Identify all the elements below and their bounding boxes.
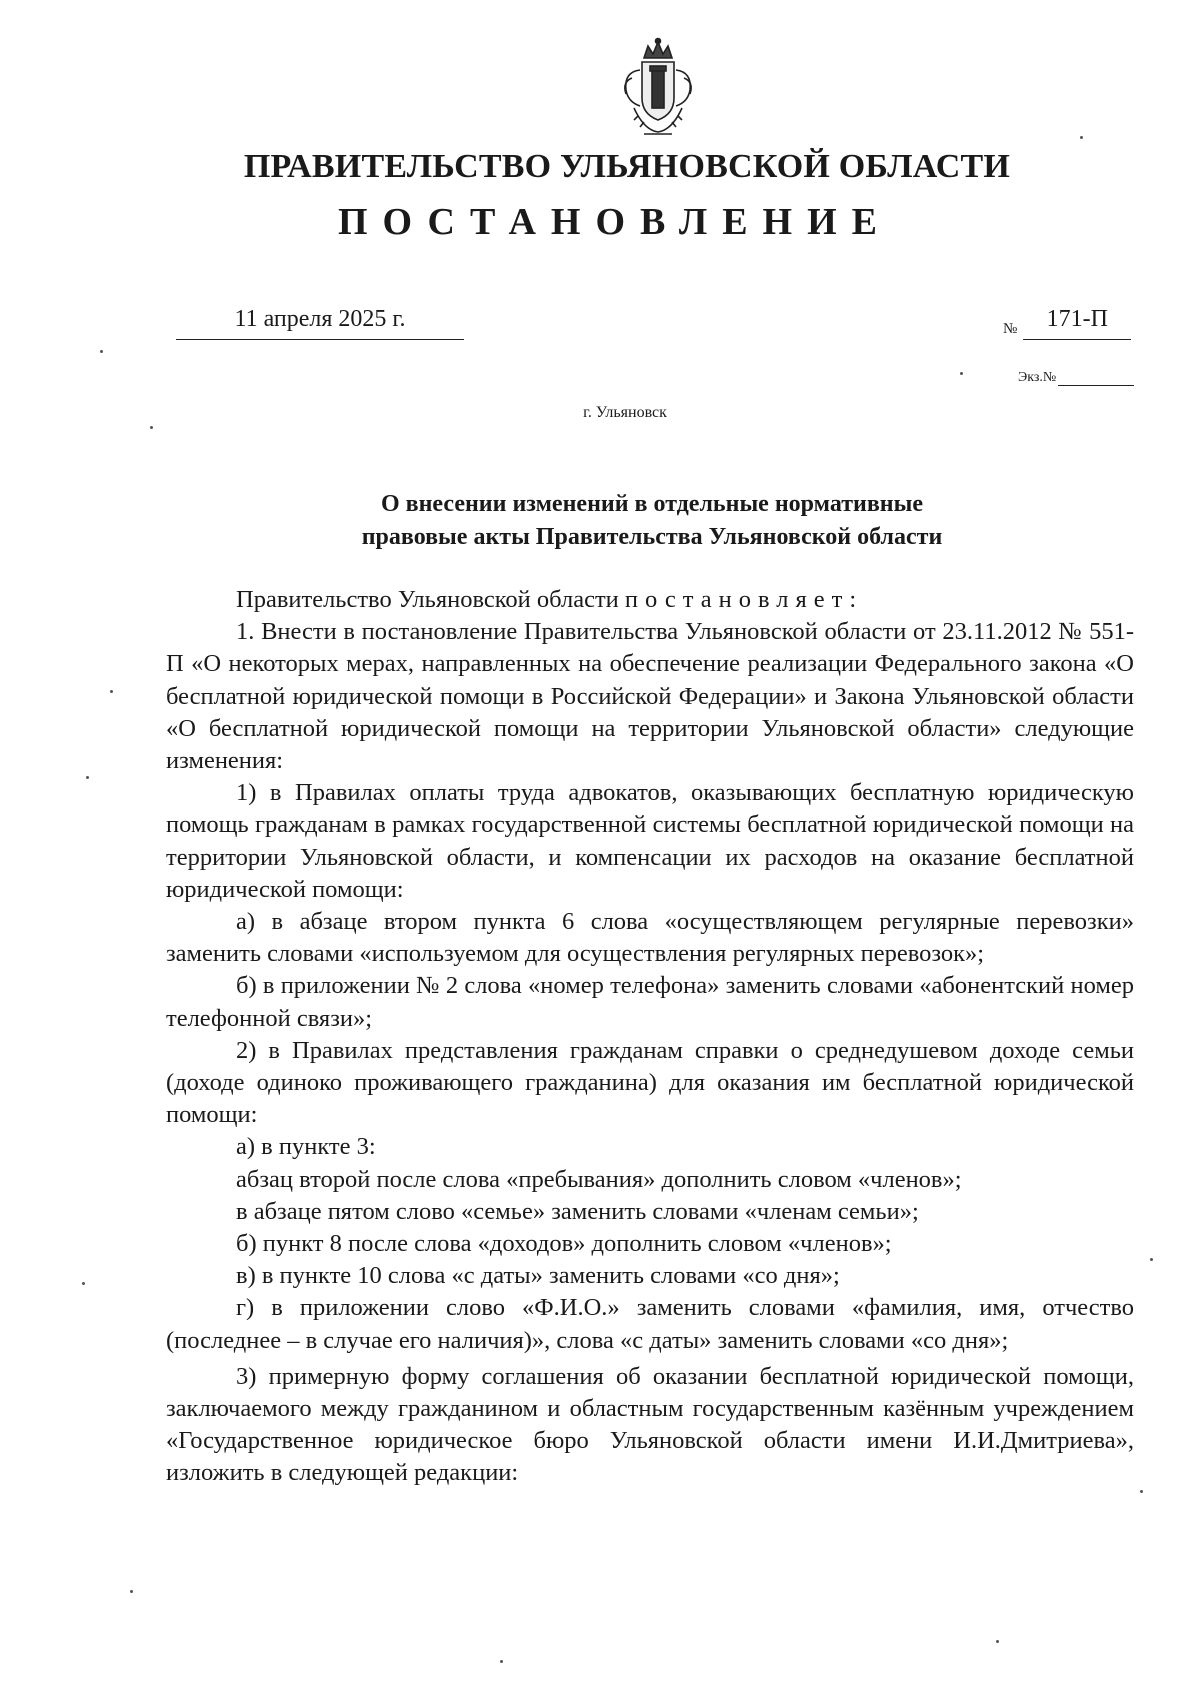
intro-decree-word: постановляет: (624, 586, 864, 613)
scan-speck (150, 426, 153, 429)
scan-speck (82, 1282, 85, 1285)
scan-speck (86, 776, 89, 779)
scan-speck (1140, 1490, 1143, 1493)
copy-number-blank (1058, 371, 1134, 386)
document-date: 11 апреля 2025 г. (176, 306, 464, 340)
paragraph: г) в приложении слово «Ф.И.О.» заменить словами «фамилия, имя, отчество (последнее – в случае его наличия)», слова «с даты» заменить словами «со дня»; (166, 1294, 1134, 1354)
city: г. Ульяновск (583, 404, 667, 421)
number-sign: № (1003, 321, 1018, 337)
scan-speck (500, 1660, 503, 1663)
paragraph: б) пункт 8 после слова «доходов» дополнить словом «членов»; (236, 1230, 892, 1258)
scan-speck (130, 1590, 133, 1593)
intro-paragraph (166, 584, 1134, 616)
scan-speck (1080, 136, 1083, 139)
paragraph: а) в пункте 3: (236, 1133, 376, 1161)
organization-name: ПРАВИТЕЛЬСТВО УЛЬЯНОВСКОЙ ОБЛАСТИ (243, 148, 1011, 185)
paragraph: 3) примерную форму соглашения об оказании бесплатной юридической помощи, заключаемого между гражданином и областным государственным казённым учреждением «Государственное юридическое бюро Ульяновской области имени И.И.Дмитриева», изложить в следующей редакции: (166, 1362, 1134, 1487)
document-number: 171-П (1023, 306, 1131, 340)
scan-speck (996, 1640, 999, 1643)
paragraph: 2) в Правилах представления гражданам справки о среднедушевом доходе семьи (доходе одиноко проживающего гражданина) для оказания им бесплатной юридической помощи: (166, 1036, 1134, 1129)
document-number-field (1003, 306, 1131, 340)
intro-prefix: Правительство Ульяновской области (236, 586, 625, 613)
title-line-2: правовые акты Правительства Ульяновской области (361, 524, 943, 550)
scan-speck (1150, 1258, 1153, 1261)
scan-speck (100, 350, 103, 353)
copy-label: Экз.№ (1018, 370, 1057, 385)
paragraph: 1) в Правилах оплаты труда адвокатов, оказывающих бесплатную юридическую помощь гражданам в рамках государственной системы бесплатной юридической помощи на территории Ульяновской области, и компенсации их расходов на оказание бесплатной юридической помощи: (166, 779, 1134, 903)
paragraph: в) в пункте 10 слова «с даты» заменить словами «со дня»; (236, 1262, 840, 1290)
document-title (268, 488, 1036, 554)
document-body (166, 584, 1134, 1490)
scan-speck (110, 690, 113, 693)
paragraph: абзац второй после слова «пребывания» дополнить словом «членов»; (236, 1165, 962, 1193)
coat-of-arms-icon (614, 36, 702, 144)
copy-number-field (1018, 370, 1134, 386)
paragraph: б) в приложении № 2 слова «номер телефона» заменить словами «абонентский номер телефонной связи»; (166, 972, 1134, 1032)
document-type: ПОСТАНОВЛЕНИЕ (337, 201, 893, 243)
title-line-1: О внесении изменений в отдельные нормативные (380, 491, 924, 517)
scan-speck (960, 372, 963, 375)
paragraph: в абзаце пятом слово «семье» заменить словами «членам семьи»; (236, 1197, 919, 1225)
paragraph: 1. Внести в постановление Правительства Ульяновской области от 23.11.2012 № 551-П «О некоторых мерах, направленных на обеспечение реализации Федерального закона «О бесплатной юридической помощи в Российской Федерации» и Закона Ульяновской области «О бесплатной юридической помощи на территории Ульяновской области» следующие изменения: (166, 618, 1134, 775)
paragraph: а) в абзаце втором пункта 6 слова «осуществляющем регулярные перевозки» заменить словами «используемом для осуществления регулярных перевозок»; (166, 908, 1134, 968)
